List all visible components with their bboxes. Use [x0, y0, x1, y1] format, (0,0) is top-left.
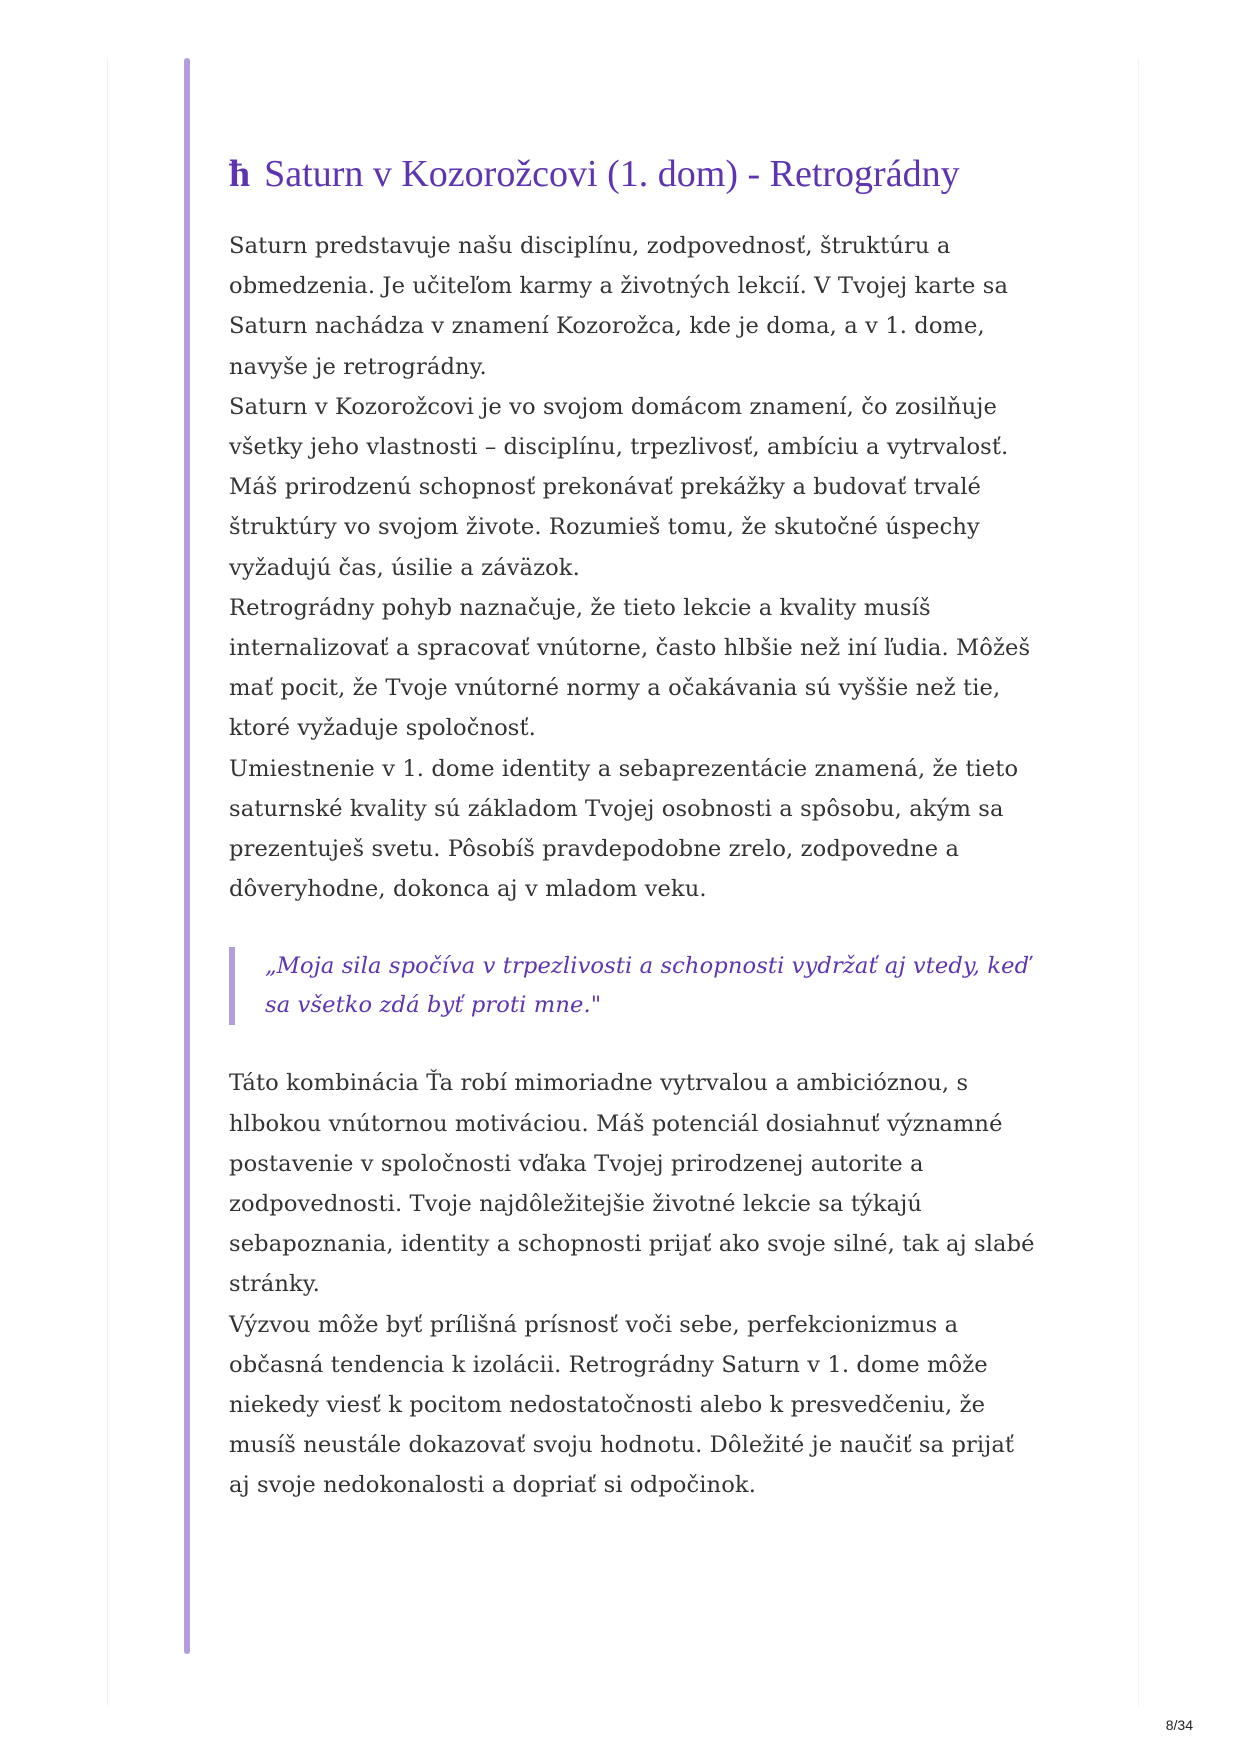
section-body [229, 226, 1039, 1506]
section-title [229, 142, 1039, 206]
paragraph: Saturn v Kozorožcovi je vo svojom domácom znamení, čo zosilňuje všetky jeho vlastnosti – disciplínu, trpezlivosť, ambíciu a vytrvalosť. Máš prirodzenú schopnosť prekonávať prekážky a budovať trvalé štruktúry vo svojom živote. Rozumieš tomu, že skutočné úspechy vyžadujú čas, úsilie a záväzok. [229, 393, 1009, 581]
section-accent-bar [184, 58, 190, 1654]
section-content [229, 142, 1039, 1506]
section-title-text: Saturn v Kozorožcovi (1. dom) - Retrográdny [264, 153, 960, 195]
paragraph: Umiestnenie v 1. dome identity a sebaprezentácie znamená, že tieto saturnské kvality sú základom Tvojej osobnosti a spôsobu, akým sa prezentuješ svetu. Pôsobíš pravdepodobne zrelo, zodpovedne a dôveryhodne, dokonca aj v mladom veku. [229, 755, 1019, 903]
paragraph: Retrográdny pohyb naznačuje, že tieto lekcie a kvality musíš internalizovať a spracovať vnútorne, často hlbšie než iní ľudia. Môžeš mať pocit, že Tvoje vnútorné normy a očakávania sú vyššie než tie, ktoré vyžaduje spoločnosť. [229, 594, 1031, 742]
pull-quote: „Moja sila spočíva v trpezlivosti a schopnosti vydržať aj vtedy, keď sa všetko zdá byť proti mne." [229, 947, 1039, 1025]
paragraph: Výzvou môže byť prílišná prísnosť voči sebe, perfekcionizmus a občasná tendencia k izolácii. Retrográdny Saturn v 1. dome môže niekedy viesť k pocitom nedostatočnosti alebo k presvedčeniu, že musíš neustále dokazovať svoju hodnotu. Dôležité je naučiť sa prijať aj svoje nedokonalosti a dopriať si odpočinok. [229, 1311, 1015, 1499]
page-number: 8/34 [1165, 1717, 1193, 1733]
paragraph: Táto kombinácia Ťa robí mimoriadne vytrvalou a ambicióznou, s hlbokou vnútornou motiváciou. Máš potenciál dosiahnuť významné postavenie v spoločnosti vďaka Tvojej prirodzenej autorite a zodpovednosti. Tvoje najdôležitejšie životné lekcie sa týkajú sebapoznania, identity a schopnosti prijať ako svoje silné, tak aj slabé stránky. [229, 1070, 1035, 1298]
saturn-glyph-icon: ħ [229, 153, 251, 195]
paragraph: Saturn predstavuje našu disciplínu, zodpovednosť, štruktúru a obmedzenia. Je učiteľom karmy a životných lekcií. V Tvojej karte sa Saturn nachádza v znamení Kozorožca, kde je doma, a v 1. dome, navyše je retrográdny. [229, 233, 1009, 380]
